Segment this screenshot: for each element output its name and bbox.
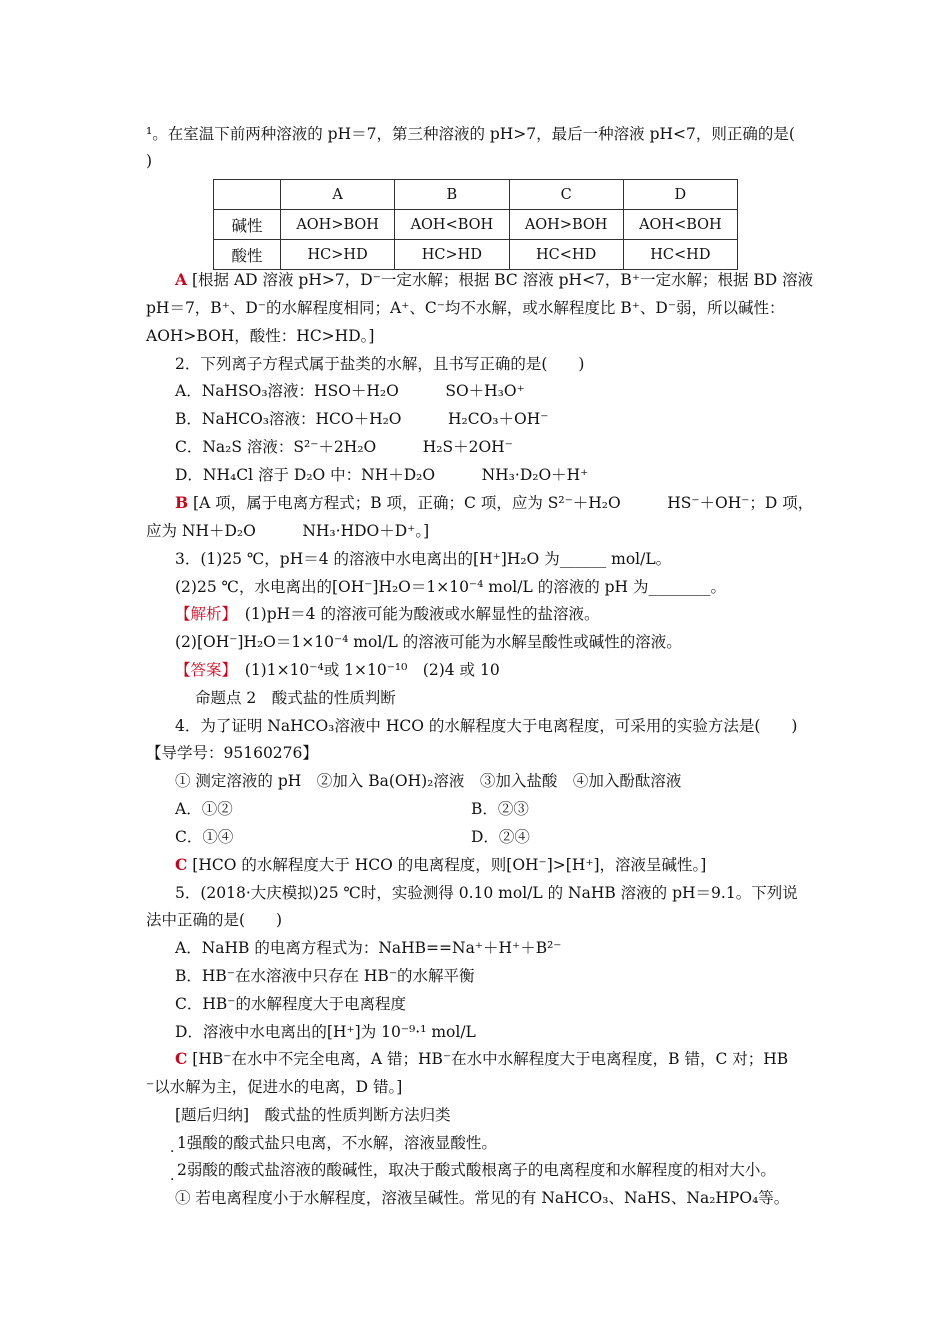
- table-row: [214, 210, 738, 240]
- q5-explanation-text: [HB⁻在水中不完全电离，A 错；HB⁻在水中水解程度大于电离程度，B 错，C 对；HB: [192, 1050, 789, 1068]
- bullet-dot: .: [170, 1168, 175, 1184]
- table-cell: HC>HD: [395, 240, 509, 270]
- q4-methods: ① 测定溶液的 pH ②加入 Ba(OH)₂溶液 ③加入盐酸 ④加入酚酞溶液: [175, 772, 682, 790]
- answer-text: (1)1×10⁻⁴或 1×10⁻¹⁰ (2)4 或 10: [229, 661, 500, 679]
- q5-stem-line2: 法中正确的是( ): [146, 911, 283, 929]
- q2-answer-letter: B: [175, 493, 189, 512]
- q3-analysis-line2: (2)[OH⁻]H₂O＝1×10⁻⁴ mol/L 的溶液可能为水解呈酸性或碱性的溶液。: [175, 633, 682, 651]
- q4-guide-number: 【导学号：95160276】: [146, 744, 318, 762]
- table-header-cell: C: [509, 180, 623, 210]
- q4-option-d: D．②④: [471, 828, 530, 846]
- q4-option-b: B．②③: [471, 800, 529, 818]
- table-cell: AOH>BOH: [509, 210, 623, 240]
- table-corner-cell: [214, 180, 281, 210]
- q2-option-a: A．NaHSO₃溶液：HSO＋H₂O SO＋H₃O⁺: [175, 382, 525, 400]
- q2-explanation-line1: [175, 493, 813, 513]
- q2-explanation-text: [A 项，属于电离方程式；B 项，正确；C 项，应为 S²⁻＋H₂O HS⁻＋OH⁻；D 项，: [193, 494, 814, 512]
- q3-answer-line: [175, 660, 500, 680]
- q1-explanation-line1: [175, 270, 813, 290]
- q4-answer-letter: C: [175, 855, 188, 874]
- q1-stem-line2: ): [146, 152, 153, 170]
- table-header-cell: D: [623, 180, 737, 210]
- q2-option-c: C．Na₂S 溶液：S²⁻＋2H₂O H₂S＋2OH⁻: [175, 438, 513, 456]
- q5-answer-letter: C: [175, 1049, 188, 1068]
- summary-point-2: 2弱酸的酸式盐溶液的酸碱性，取决于酸式酸根离子的电离程度和水解程度的相对大小。: [177, 1161, 776, 1179]
- q4-stem: 4．为了证明 NaHCO₃溶液中 HCO 的水解程度大于电离程度，可采用的实验方法是( ): [175, 717, 798, 735]
- table-row-label: 碱性: [214, 210, 281, 240]
- table-cell: AOH>BOH: [281, 210, 395, 240]
- q5-option-d: D．溶液中水电离出的[H⁺]为 10⁻⁹·¹ mol/L: [175, 1023, 476, 1041]
- q1-stem-line1: ¹。在室温下前两种溶液的 pH＝7，第三种溶液的 pH>7，最后一种溶液 pH<7，则正确的是(: [146, 125, 795, 143]
- table-header-row: [214, 180, 738, 210]
- q3-part1: 3．(1)25 ℃，pH＝4 的溶液中水电离出的[H⁺]H₂O 为______ mol/L。: [175, 550, 672, 568]
- summary-title: [题后归纳] 酸式盐的性质判断方法归类: [175, 1106, 451, 1124]
- table-header-cell: B: [395, 180, 509, 210]
- section-heading: 命题点 2 酸式盐的性质判断: [195, 689, 396, 707]
- q2-stem: 2．下列离子方程式属于盐类的水解，且书写正确的是( ): [175, 355, 585, 373]
- q4-option-a: A．①②: [175, 800, 233, 818]
- q2-explanation-line2: 应为 NH＋D₂O NH₃·HDO＋D⁺。]: [146, 522, 430, 540]
- analysis-text: (1)pH＝4 的溶液可能为酸液或水解显性的盐溶液。: [229, 605, 600, 623]
- q2-option-b: B．NaHCO₃溶液：HCO＋H₂O H₂CO₃＋OH⁻: [175, 410, 549, 428]
- table-cell: AOH<BOH: [623, 210, 737, 240]
- q5-option-c: C．HB⁻的水解程度大于电离程度: [175, 995, 406, 1013]
- q3-part2: (2)25 ℃，水电离出的[OH⁻]H₂O＝1×10⁻⁴ mol/L 的溶液的 pH 为________。: [175, 578, 727, 596]
- table-row-label: 酸性: [214, 240, 281, 270]
- q1-options-table: [213, 179, 738, 270]
- bullet-dot: .: [170, 1140, 175, 1156]
- q4-explanation: [175, 855, 706, 875]
- q4-explanation-text: [HCO 的水解程度大于 HCO 的电离程度，则[OH⁻]>[H⁺]，溶液呈碱性。]: [192, 856, 707, 874]
- answer-tag: 【答案】: [175, 661, 230, 679]
- q2-option-d: D．NH₄Cl 溶于 D₂O 中：NH＋D₂O NH₃·D₂O＋H⁺: [175, 466, 589, 484]
- table-cell: HC<HD: [509, 240, 623, 270]
- analysis-tag: 【解析】: [175, 605, 230, 623]
- q1-explanation-line2: pH＝7，B⁺、D⁻的水解程度相同；A⁺、C⁻均不水解，或水解程度比 B⁺、D⁻弱，所以碱性：: [146, 299, 785, 317]
- table-row: [214, 240, 738, 270]
- table-cell: HC<HD: [623, 240, 737, 270]
- table-cell: AOH<BOH: [395, 210, 509, 240]
- q1-explanation-line3: AOH>BOH，酸性：HC>HD。]: [146, 327, 375, 345]
- summary-point-1: 1强酸的酸式盐只电离，不水解，溶液显酸性。: [177, 1134, 497, 1152]
- q5-stem-line1: 5．(2018·大庆模拟)25 ℃时，实验测得 0.10 mol/L 的 NaHB 溶液的 pH＝9.1。下列说: [175, 884, 798, 902]
- q5-explanation-line1: [175, 1049, 788, 1069]
- q4-option-c: C．①④: [175, 828, 234, 846]
- summary-point-3: ① 若电离程度小于水解程度，溶液呈碱性。常见的有 NaHCO₃、NaHS、Na₂HPO₄等。: [175, 1189, 790, 1207]
- q5-option-a: A．NaHB 的电离方程式为：NaHB==Na⁺＋H⁺＋B²⁻: [175, 939, 562, 957]
- q1-answer-letter: A: [175, 270, 188, 289]
- q5-option-b: B．HB⁻在水溶液中只存在 HB⁻的水解平衡: [175, 967, 475, 985]
- q5-explanation-line2: ⁻以水解为主，促进水的电离，D 错。]: [146, 1078, 403, 1096]
- table-header-cell: A: [281, 180, 395, 210]
- table-cell: HC>HD: [281, 240, 395, 270]
- q3-analysis-line1: [175, 604, 599, 624]
- q1-explanation-text: [根据 AD 溶液 pH>7，D⁻一定水解；根据 BC 溶液 pH<7，B⁺一定水解；根据 BD 溶液: [191, 271, 814, 289]
